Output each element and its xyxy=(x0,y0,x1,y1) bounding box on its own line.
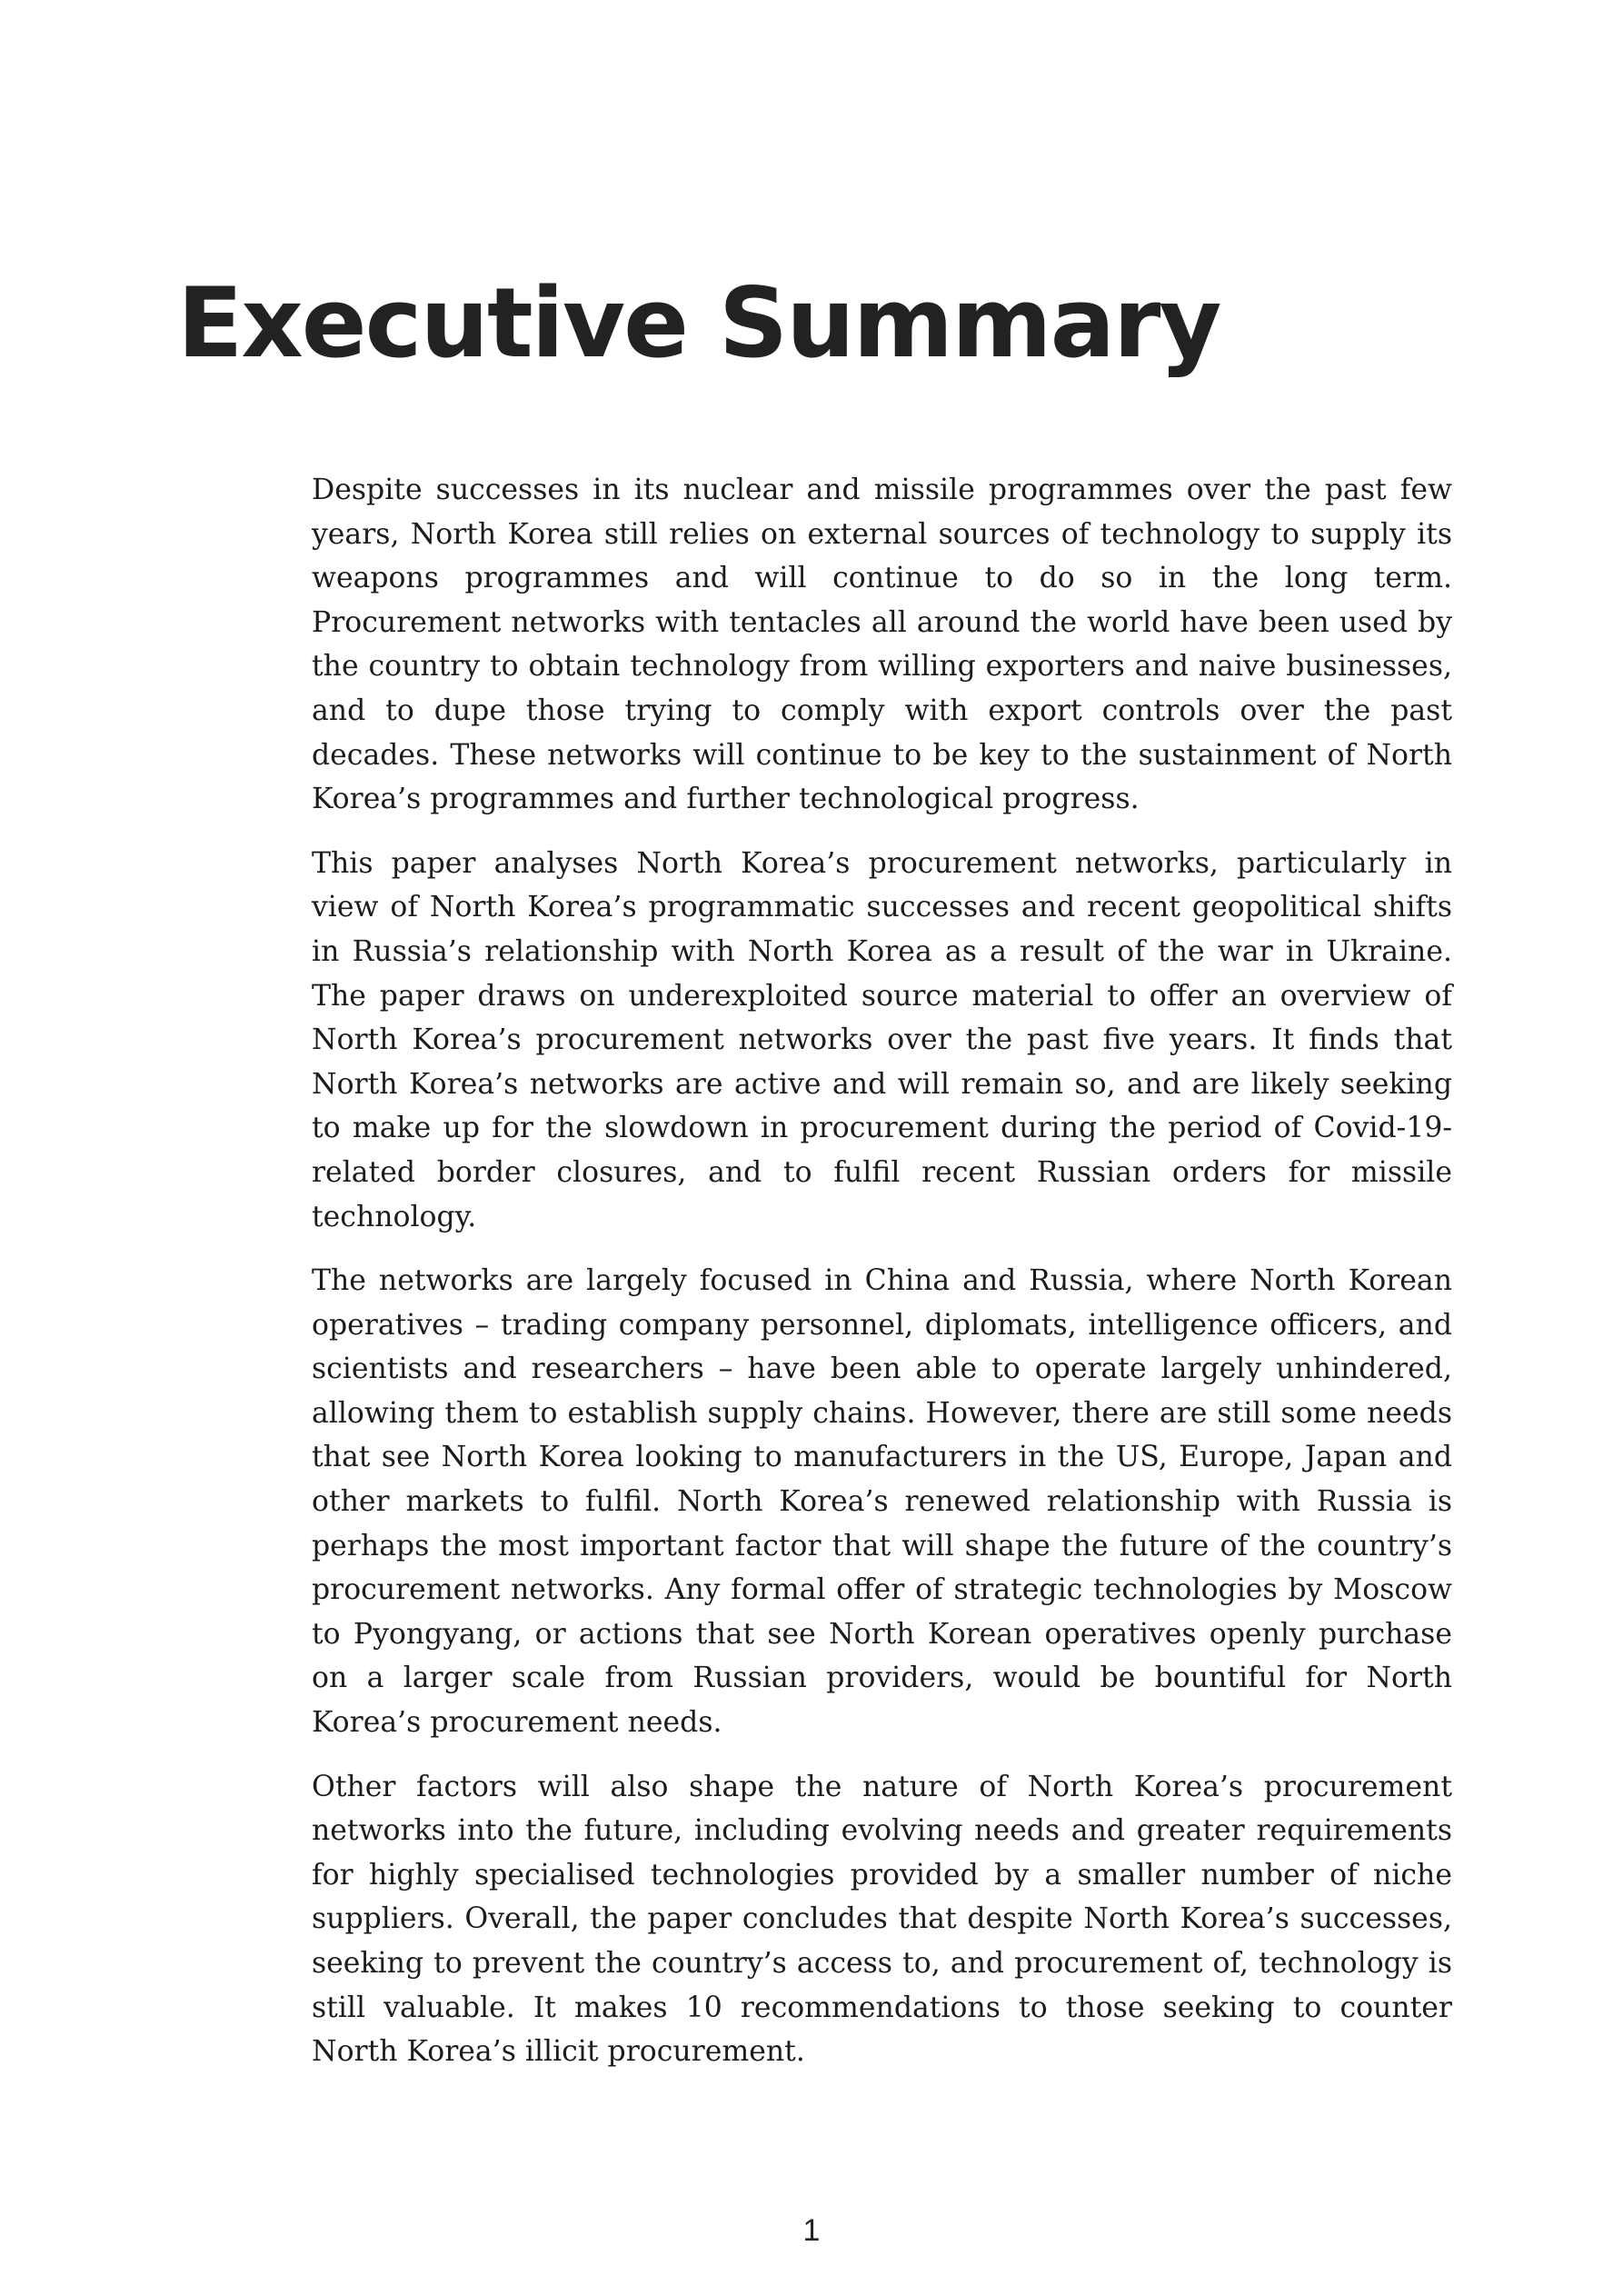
paragraph-1: Despite successes in its nuclear and missile programmes over the past few years, North Korea still relies on external sources of technology to supply its weapons programmes and will continue to do so in the long term. Procurement networks with tentacles all around the world have been used by the country to obtain technology from willing exporters and naive businesses, and to dupe those trying to comply with export controls over the past decades. These networks will continue to be key to the sustainment of North Korea’s programmes and further technological progress. xyxy=(312,474,1452,816)
page-title: Executive Summary xyxy=(177,267,1220,379)
body-text xyxy=(312,468,1452,2094)
paragraph-3: The networks are largely focused in China and Russia, where North Korean operatives – trading company personnel, diplomats, intelligence officers, and scientists and researchers – have been able to operate largely unhindered, allowing them to establish supply chains. However, there are still some needs that see North Korea looking to manufacturers in the US, Europe, Japan and other markets to fulfil. North Korea’s renewed relationship with Russia is perhaps the most important factor that will shape the future of the country’s procurement networks. Any formal offer of strategic technologies by Moscow to Pyongyang, or actions that see North Korean operatives openly purchase on a larger scale from Russian providers, would be bountiful for North Korea’s procurement needs. xyxy=(312,1264,1452,1740)
page-number: 1 xyxy=(802,2213,821,2248)
paragraph-4: Other factors will also shape the nature of North Korea’s procurement networks into the future, including evolving needs and greater requirements for highly specialised technologies provided by a smaller number of niche suppliers. Overall, the paper concludes that despite North Korea’s successes, seeking to prevent the country’s access to, and procurement of, technology is still valuable. It makes 10 recommendations to those seeking to counter North Korea’s illicit procurement. xyxy=(312,1770,1452,2069)
paragraph-2: This paper analyses North Korea’s procurement networks, particularly in view of North Korea’s programmatic successes and recent geopolitical shifts in Russia’s relationship with North Korea as a result of the war in Ukraine. The paper draws on underexploited source material to offer an overview of North Korea’s procurement networks over the past five years. It finds that North Korea’s networks are active and will remain so, and are likely seeking to make up for the slowdown in procurement during the period of Covid-19-related border closures, and to fulfil recent Russian orders for missile technology. xyxy=(312,846,1452,1233)
